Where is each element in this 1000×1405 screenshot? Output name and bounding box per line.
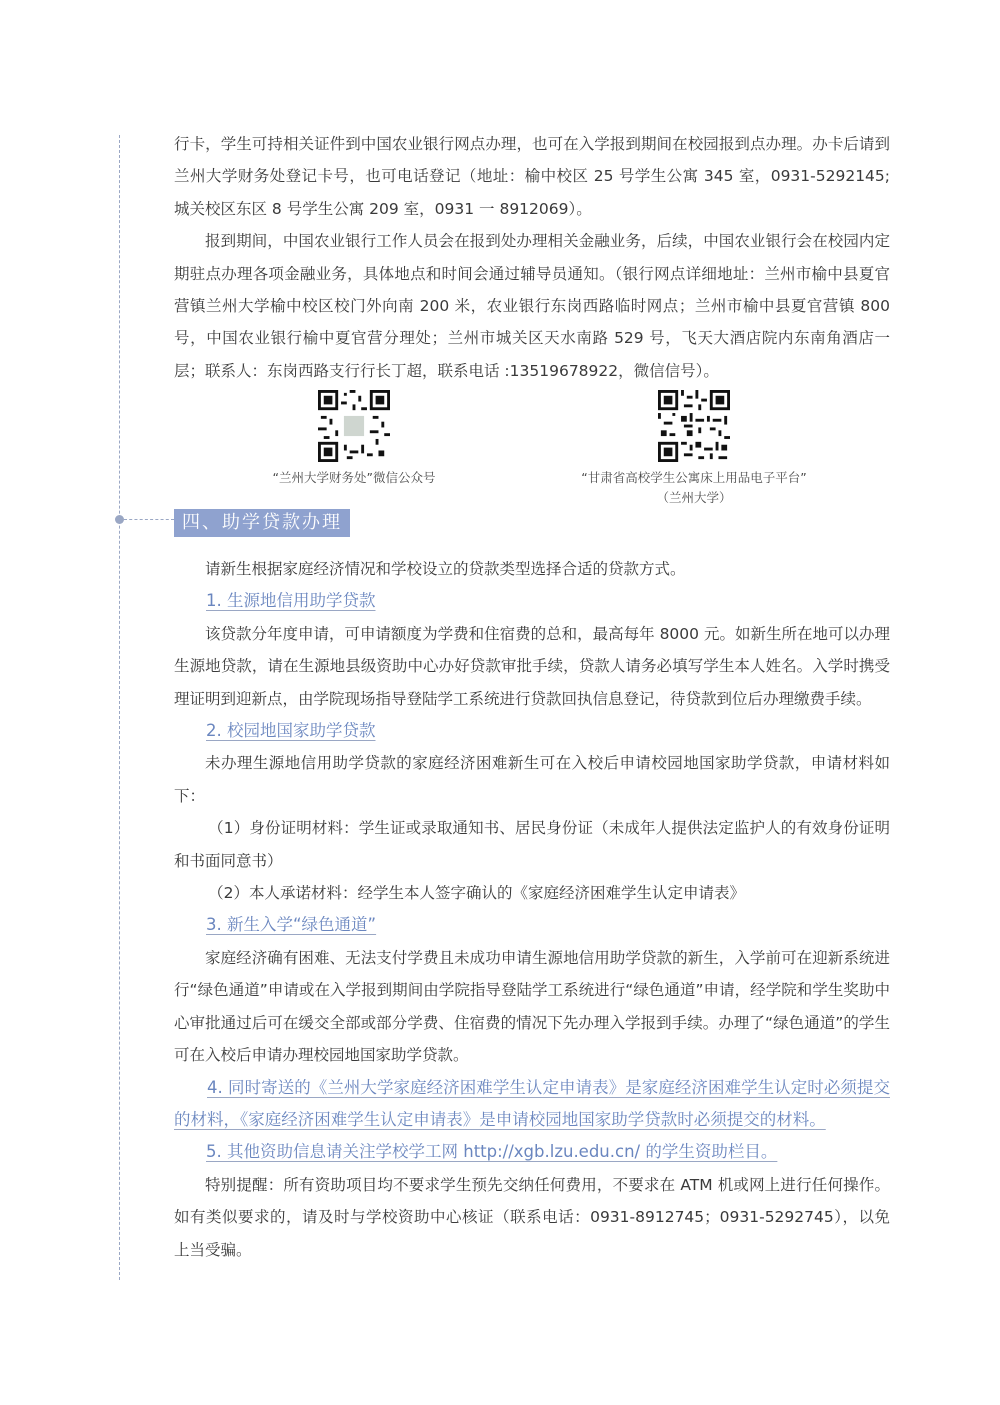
loan-section-body [174,553,890,1266]
intro-block [174,128,890,387]
campus-loan-item-1: （1）身份证明材料：学生证或录取通知书、居民身份证（未成年人提供法定监护人的有效身份证明和书面同意书） [174,819,890,870]
section-marker-line [124,519,174,520]
qr-item-bedding-platform [574,390,814,508]
green-channel-paragraph: 家庭经济确有困难、无法支付学费且未成功申请生源地信用助学贷款的新生，入学前可在迎新系统进行“绿色通道”申请或在入学报到期间由学院指导登陆学工系统进行“绿色通道”申请，经学院和学生奖助中心审批通过后可在缓交全部或部分学费、住宿费的情况下先办理入学报到手续。办理了“绿色通道”的学生可在入校后申请办理校园地国家助学贷款。 [174,948,890,1065]
qr-code-icon [318,390,390,462]
note-required-forms: 4. 同时寄送的《兰州大学家庭经济困难学生认定申请表》是家庭经济困难学生认定时必须提交的材料，《家庭经济困难学生认定申请表》是申请校园地国家助学贷款时必须提交的材料。 [174,1077,890,1129]
section-title: 四、助学贷款办理 [174,509,350,537]
local-loan-paragraph: 该贷款分年度申请，可申请额度为学费和住宿费的总和，最高每年 8000 元。如新生所在地可以办理生源地贷款，请在生源地县级资助中心办好贷款审批手续，贷款人请务必填写学生本人姓名。入学时携受理证明到迎新点，由学院现场指导登陆学工系统进行贷款回执信息登记，待贷款到位后办理缴费手续。 [174,624,890,708]
section-marker-dot [115,515,124,524]
qr-code-row [174,390,890,510]
intro-paragraph-2: 报到期间，中国农业银行工作人员会在报到处办理相关金融业务，后续，中国农业银行会在校园内定期驻点办理各项金融业务，具体地点和时间会通过辅导员通知。（银行网点详细地址：兰州市榆中县夏官营镇兰州大学榆中校区校门外向南 200 米，农业银行东岗西路临时网点；兰州市榆中县夏官营镇 800 号，中国农业银行榆中夏官营分理处；兰州市城关区天水南路 529 号，飞天大酒店院内东南角酒店一层；联系人：东岗西路支行行长丁超，联系电话 :13519678922，微信信号）。 [174,232,890,380]
intro-paragraph-1: 行卡，学生可持相关证件到中国农业银行网点办理，也可在入学报到期间在校园报到点办理。办卡后请到兰州大学财务处登记卡号，也可电话登记（地址：榆中校区 25 号学生公寓 345 室，0931-5292145; 城关校区东区 8 号学生公寓 209 室，0931 一 8912069）。 [174,135,890,218]
section-intro: 请新生根据家庭经济情况和学校设立的贷款类型选择合适的贷款方式。 [205,560,686,578]
note-other-aid-link[interactable]: 5. 其他资助信息请关注学校学工网 http://xgb.lzu.edu.cn/ 的学生资助栏目。 [206,1142,778,1162]
campus-loan-item-2: （2）本人承诺材料：经学生本人签字确认的《家庭经济困难学生认定申请表》 [208,884,745,903]
qr-code-icon [658,390,730,462]
campus-loan-paragraph: 未办理生源地信用助学贷款的家庭经济困难新生可在入校后申请校园地国家助学贷款，申请材料如下： [174,754,890,805]
subheading-green-channel: 3. 新生入学“绿色通道” [206,915,377,935]
qr-item-finance-office [234,390,474,488]
subheading-local-loan: 1. 生源地信用助学贷款 [206,591,376,611]
subheading-campus-loan: 2. 校园地国家助学贷款 [206,721,376,741]
qr-subcaption: （兰州大学） [656,490,732,505]
special-reminder: 特别提醒：所有资助项目均不要求学生预先交纳任何费用，不要求在 ATM 机或网上进行任何操作。如有类似要求的，请及时与学校资助中心核证（联系电话：0931-8912745；0931-5292745），以免上当受骗。 [174,1175,890,1259]
qr-caption: “甘肃省高校学生公寓床上用品电子平台” [581,470,807,485]
left-dashed-rail [119,135,120,1280]
qr-caption: “兰州大学财务处”微信公众号 [272,470,436,485]
